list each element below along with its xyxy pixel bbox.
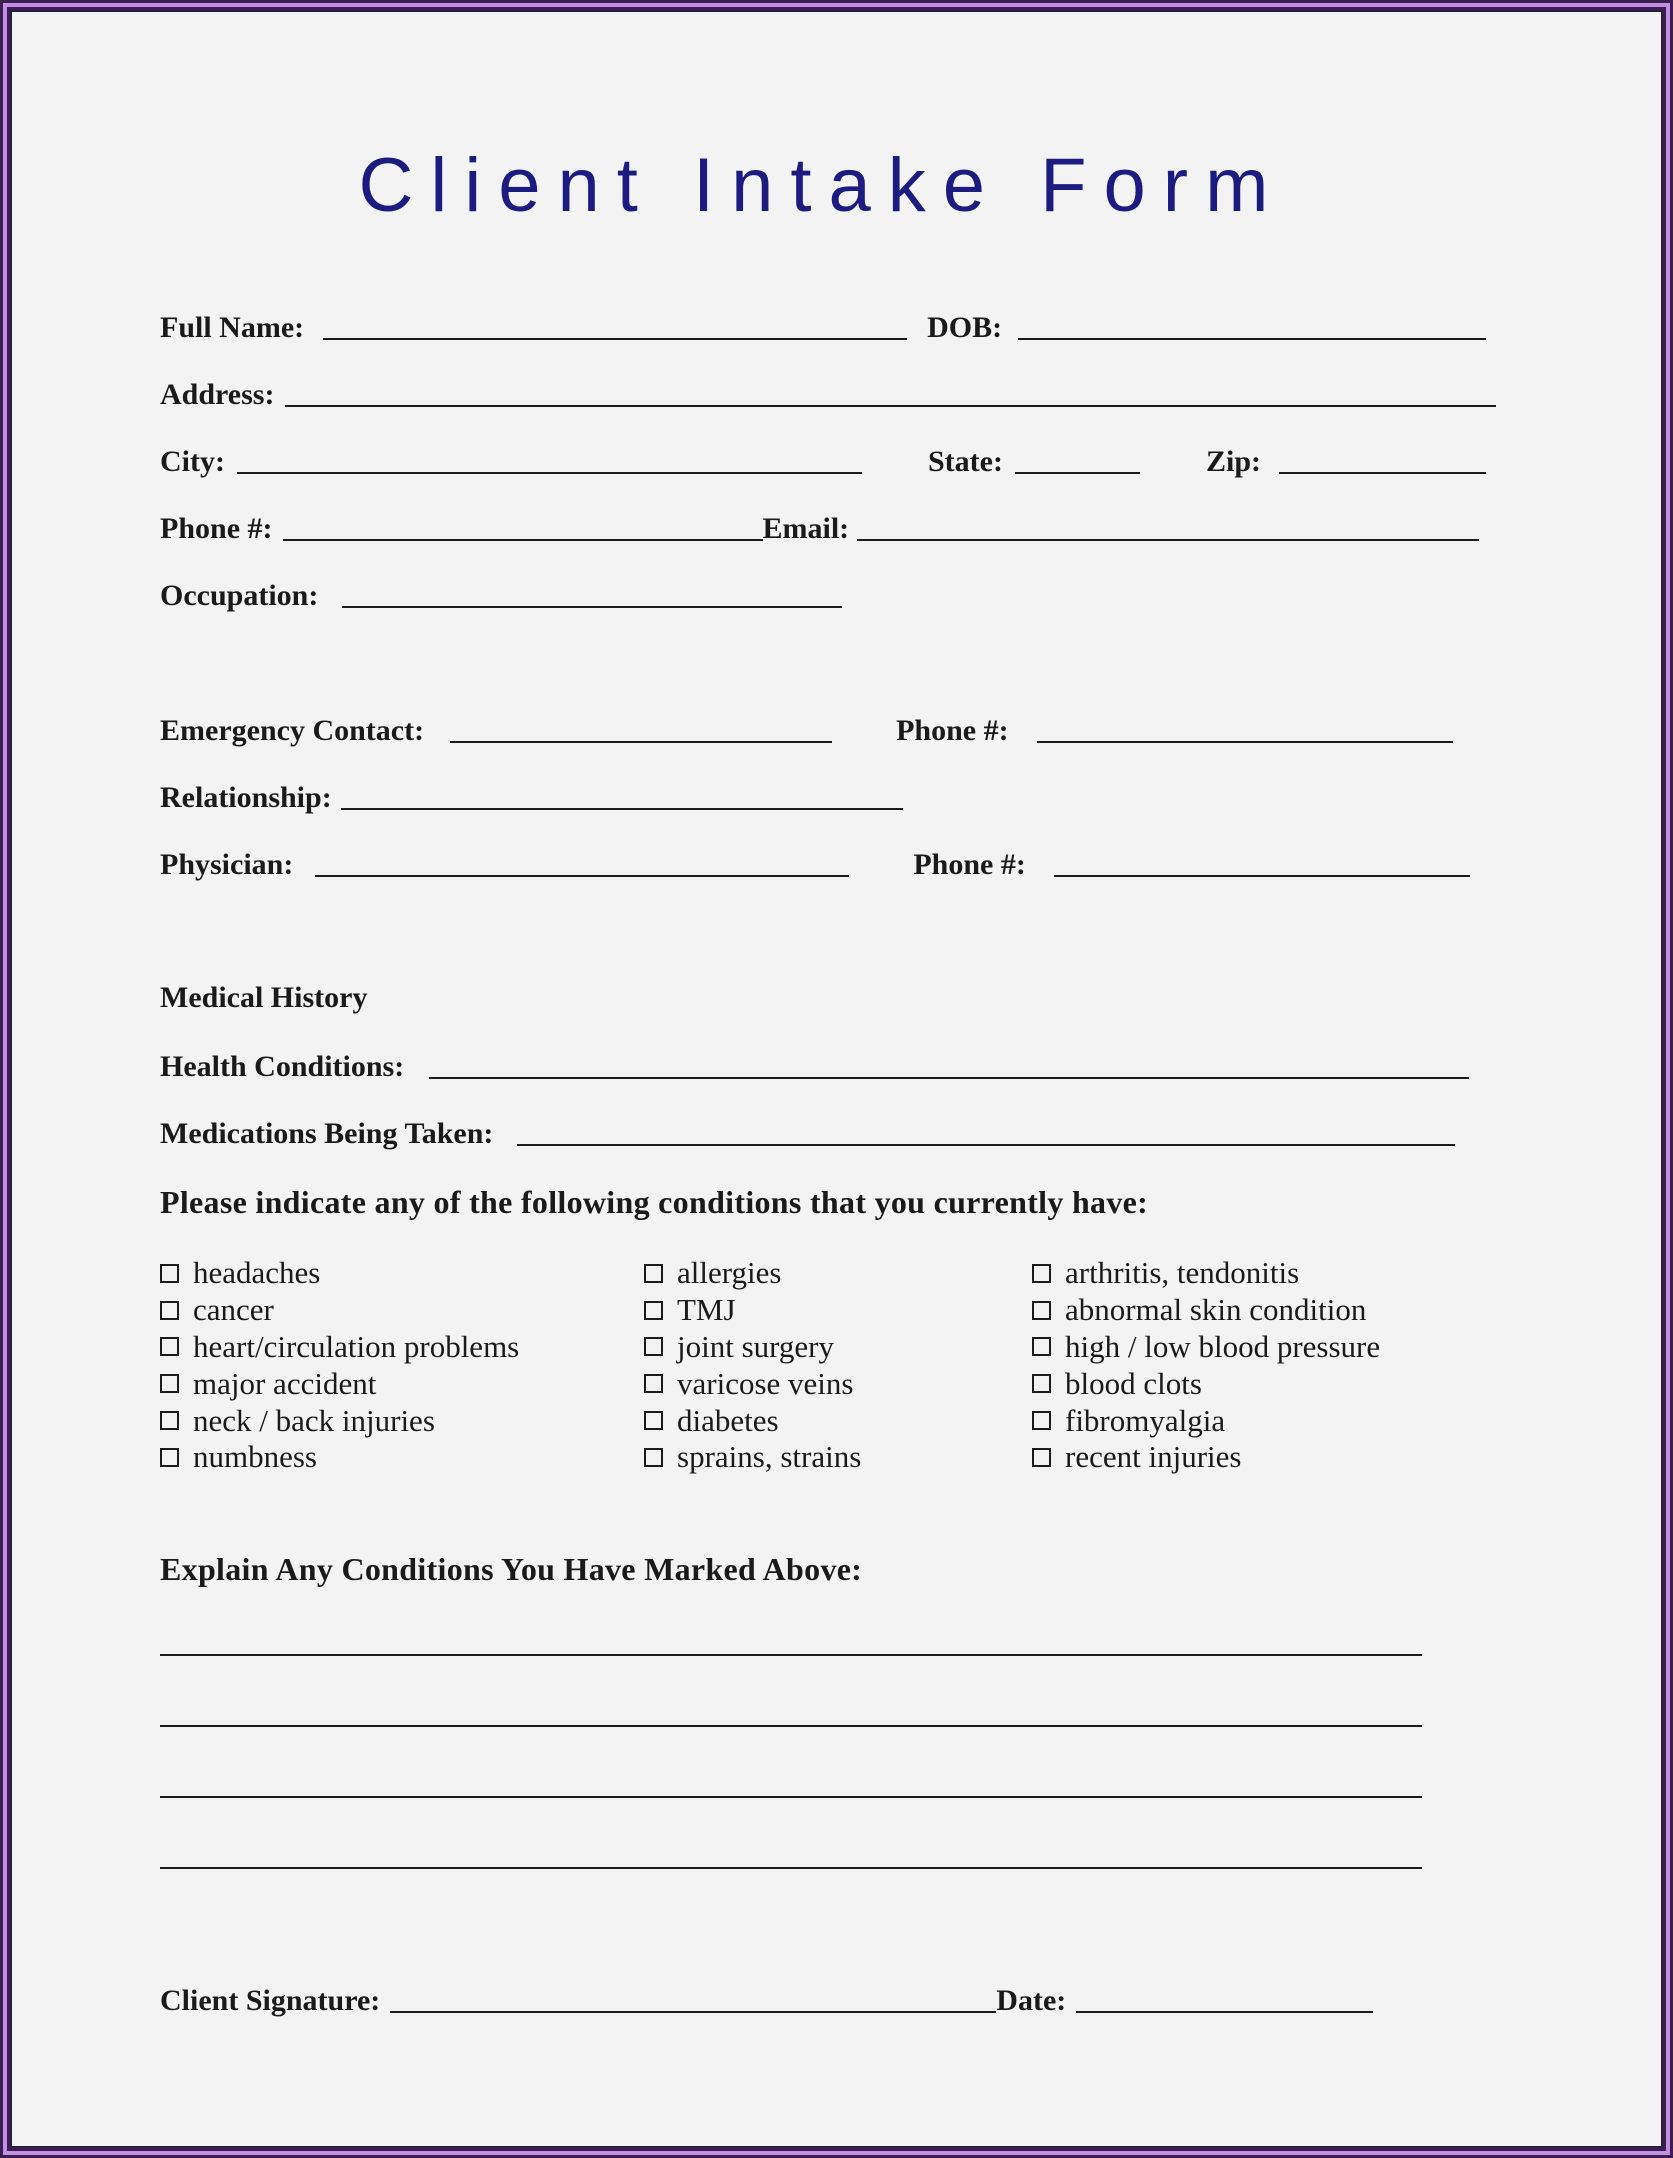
row-relationship bbox=[160, 772, 903, 814]
condition-label: diabetes bbox=[677, 1402, 779, 1438]
explain-heading: Explain Any Conditions You Have Marked Above: bbox=[160, 1551, 863, 1587]
explain-line-4[interactable] bbox=[160, 1867, 1422, 1869]
zip-label: Zip: bbox=[1205, 445, 1261, 478]
condition-label: neck / back injuries bbox=[193, 1402, 435, 1438]
condition-item[interactable] bbox=[644, 1365, 861, 1402]
checkbox[interactable] bbox=[644, 1264, 663, 1283]
condition-label: sprains, strains bbox=[677, 1439, 862, 1475]
emergency-phone-field[interactable] bbox=[1037, 741, 1453, 743]
health-conditions-label: Health Conditions: bbox=[160, 1050, 405, 1083]
condition-label: recent injuries bbox=[1065, 1439, 1242, 1475]
relationship-label: Relationship: bbox=[160, 781, 332, 814]
condition-item[interactable] bbox=[644, 1439, 861, 1476]
condition-item[interactable] bbox=[160, 1402, 519, 1439]
dob-label: DOB: bbox=[927, 311, 1003, 344]
condition-label: abnormal skin condition bbox=[1065, 1292, 1367, 1328]
condition-label: arthritis, tendonitis bbox=[1065, 1255, 1300, 1291]
condition-item[interactable] bbox=[160, 1255, 519, 1292]
health-conditions-field[interactable] bbox=[429, 1077, 1469, 1079]
physician-field[interactable] bbox=[315, 875, 849, 877]
checkbox[interactable] bbox=[1032, 1301, 1051, 1320]
condition-label: heart/circulation problems bbox=[193, 1328, 520, 1364]
condition-label: major accident bbox=[193, 1365, 377, 1401]
condition-label: numbness bbox=[193, 1439, 317, 1475]
checkbox[interactable] bbox=[644, 1337, 663, 1356]
client-signature-field[interactable] bbox=[390, 2011, 996, 2013]
checkbox[interactable] bbox=[160, 1264, 179, 1283]
checkbox[interactable] bbox=[644, 1374, 663, 1393]
explain-line-3[interactable] bbox=[160, 1796, 1422, 1798]
checkbox[interactable] bbox=[1032, 1411, 1051, 1430]
condition-label: headaches bbox=[193, 1255, 321, 1291]
address-field[interactable] bbox=[285, 405, 1496, 407]
condition-label: TMJ bbox=[677, 1292, 736, 1328]
full-name-label: Full Name: bbox=[160, 311, 305, 344]
condition-label: allergies bbox=[677, 1255, 782, 1291]
checkbox[interactable] bbox=[1032, 1448, 1051, 1467]
explain-line-2[interactable] bbox=[160, 1725, 1422, 1727]
relationship-field[interactable] bbox=[341, 808, 903, 810]
row-occupation bbox=[160, 570, 842, 612]
zip-field[interactable] bbox=[1279, 472, 1486, 474]
conditions-column-1 bbox=[160, 1255, 519, 1476]
row-health-conditions bbox=[160, 1041, 1469, 1083]
explain-line-1[interactable] bbox=[160, 1654, 1422, 1656]
condition-item[interactable] bbox=[644, 1402, 861, 1439]
condition-item[interactable] bbox=[160, 1439, 519, 1476]
condition-label: high / low blood pressure bbox=[1065, 1328, 1381, 1364]
physician-phone-field[interactable] bbox=[1054, 875, 1470, 877]
condition-item[interactable] bbox=[160, 1329, 519, 1366]
occupation-label: Occupation: bbox=[160, 579, 319, 612]
physician-phone-label: Phone #: bbox=[913, 848, 1026, 881]
medications-label: Medications Being Taken: bbox=[160, 1117, 494, 1150]
client-signature-label: Client Signature: bbox=[160, 1984, 381, 2017]
condition-item[interactable] bbox=[644, 1329, 861, 1366]
row-city-state-zip bbox=[160, 436, 1486, 478]
row-address bbox=[160, 369, 1496, 411]
dob-field[interactable] bbox=[1018, 338, 1486, 340]
condition-item[interactable] bbox=[1032, 1439, 1380, 1476]
condition-item[interactable] bbox=[1032, 1255, 1380, 1292]
checkbox[interactable] bbox=[160, 1374, 179, 1393]
physician-label: Physician: bbox=[160, 848, 294, 881]
checkbox[interactable] bbox=[160, 1337, 179, 1356]
emergency-phone-label: Phone #: bbox=[896, 714, 1009, 747]
checkbox[interactable] bbox=[644, 1411, 663, 1430]
condition-label: cancer bbox=[193, 1292, 274, 1328]
occupation-field[interactable] bbox=[342, 606, 842, 608]
checkbox[interactable] bbox=[1032, 1374, 1051, 1393]
state-field[interactable] bbox=[1015, 472, 1140, 474]
row-signature bbox=[160, 1975, 1373, 2017]
city-field[interactable] bbox=[237, 472, 862, 474]
condition-item[interactable] bbox=[1032, 1292, 1380, 1329]
checkbox[interactable] bbox=[1032, 1264, 1051, 1283]
conditions-prompt: Please indicate any of the following conditions that you currently have: bbox=[160, 1184, 1149, 1220]
row-name-dob bbox=[160, 302, 1486, 344]
condition-item[interactable] bbox=[1032, 1402, 1380, 1439]
row-emergency-contact bbox=[160, 705, 1453, 747]
form-page bbox=[10, 10, 1663, 2148]
emergency-contact-label: Emergency Contact: bbox=[160, 714, 425, 747]
date-field[interactable] bbox=[1076, 2011, 1373, 2013]
emergency-contact-field[interactable] bbox=[450, 741, 832, 743]
condition-item[interactable] bbox=[644, 1292, 861, 1329]
checkbox[interactable] bbox=[160, 1448, 179, 1467]
full-name-field[interactable] bbox=[323, 338, 907, 340]
email-field[interactable] bbox=[857, 539, 1479, 541]
checkbox[interactable] bbox=[160, 1301, 179, 1320]
row-phone-email bbox=[160, 503, 1479, 545]
row-medications bbox=[160, 1108, 1455, 1150]
conditions-column-2 bbox=[644, 1255, 861, 1476]
phone-field[interactable] bbox=[283, 539, 763, 541]
condition-item[interactable] bbox=[1032, 1329, 1380, 1366]
city-label: City: bbox=[160, 445, 225, 478]
row-physician bbox=[160, 839, 1470, 881]
email-label: Email: bbox=[762, 512, 850, 545]
medical-history-heading: Medical History bbox=[160, 981, 368, 1014]
checkbox[interactable] bbox=[1032, 1337, 1051, 1356]
condition-item[interactable] bbox=[1032, 1365, 1380, 1402]
condition-item[interactable] bbox=[160, 1365, 519, 1402]
date-label: Date: bbox=[996, 1984, 1067, 2017]
phone-label: Phone #: bbox=[160, 512, 273, 545]
condition-label: joint surgery bbox=[677, 1328, 834, 1364]
condition-item[interactable] bbox=[644, 1255, 861, 1292]
form-title: Client Intake Form bbox=[358, 143, 1286, 228]
medications-field[interactable] bbox=[517, 1144, 1455, 1146]
checkbox[interactable] bbox=[644, 1301, 663, 1320]
condition-label: fibromyalgia bbox=[1065, 1402, 1226, 1438]
address-label: Address: bbox=[160, 378, 275, 411]
checkbox[interactable] bbox=[644, 1448, 663, 1467]
conditions-column-3 bbox=[1032, 1255, 1380, 1476]
condition-label: blood clots bbox=[1065, 1365, 1202, 1401]
state-label: State: bbox=[927, 445, 1003, 478]
condition-label: varicose veins bbox=[677, 1365, 854, 1401]
condition-item[interactable] bbox=[160, 1292, 519, 1329]
checkbox[interactable] bbox=[160, 1411, 179, 1430]
